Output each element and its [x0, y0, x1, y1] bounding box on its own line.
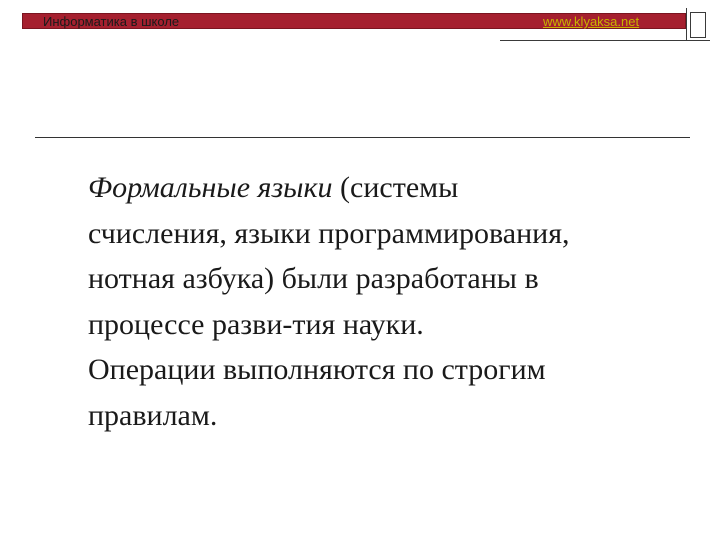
slide-body-text [88, 165, 688, 438]
header-bar [22, 13, 686, 29]
header-title: Информатика в школе [43, 14, 180, 29]
corner-vertical-rule [686, 8, 687, 41]
corner-horizontal-rule [500, 40, 710, 41]
text-line-1 [88, 165, 688, 211]
text-line-5: Операции выполняются по строгим [88, 353, 546, 386]
corner-decoration [690, 12, 706, 38]
title-divider [35, 137, 690, 138]
text-line-2: счисления, языки программирования, [88, 216, 570, 250]
italic-term: Формальные языки [88, 171, 333, 204]
text-line-6: правилам. [88, 398, 218, 432]
text-line-3: нотная азбука) были разработаны в [88, 262, 539, 295]
text-line-4: процессе разви-тия науки. [88, 307, 424, 341]
text-line-1-rest: (системы [340, 171, 459, 204]
site-link[interactable]: www.klyaksa.net [543, 14, 640, 29]
